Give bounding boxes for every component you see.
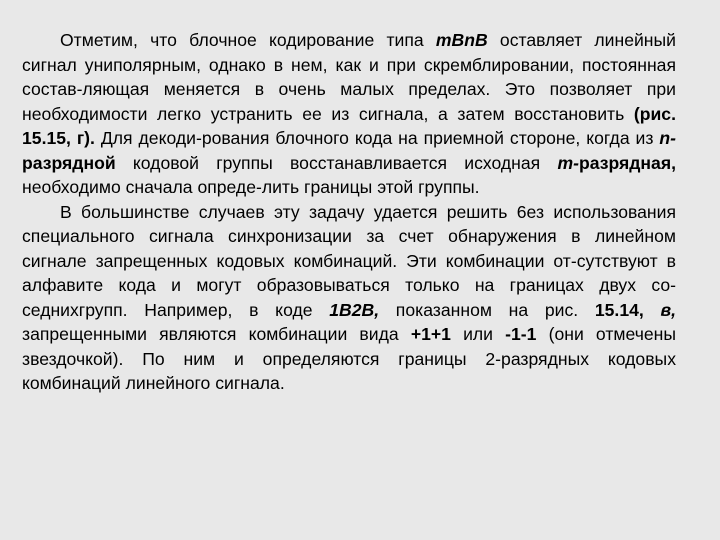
bold-term: разрядной [22, 152, 116, 173]
text-run: В большинстве случаев эту задачу удается решить 6ез использования специального сигнала синхронизации за счет обнаружения в линейном сигнале запрещенных кодовых комбинаций. Эти комбинации от-сутствуют в алфавите кода и могут образовываться только на границах двух со-седнихгрупп. Например, в коде [22, 201, 676, 320]
text-run: Для декоди-рования блочного кода на приемной стороне, когда из [94, 128, 660, 148]
variable-n: n- [659, 128, 676, 148]
text-run: оставляет линейный сигнал униполярным, однако в нем, как и при скремблировании, постоянная состав-ляющая меняется в очень малых пределах. Это позволяет при необходимости легко устранить ее из сигнала, а затем восстановить [22, 30, 676, 124]
figure-reference: 15.14, [594, 299, 644, 320]
paragraph-2 [22, 200, 676, 396]
combination-minus: -1-1 [505, 324, 537, 344]
text-run: кодовой группы восстанавливается исходная [115, 152, 558, 173]
code-term-mbnb: mBnB [435, 30, 488, 50]
text-run: Отметим, что блочное кодирование типа [60, 30, 436, 50]
code-term-1b2b: 1B2B, [329, 299, 380, 320]
text-run: запрещенными являются комбинации вида [22, 324, 411, 344]
figure-reference: (рис. 15.15, г). [22, 103, 676, 148]
text-run: (они отмечены звездочкой). По ним и определяются границы 2-разрядных кодовых комбинаций линейного сигнала. [22, 324, 677, 393]
text-run: необходимо сначала опреде-лить границы этой группы. [22, 177, 480, 197]
text-run: или [450, 324, 506, 344]
paragraph-1 [22, 28, 676, 200]
bold-term: разрядная, [578, 152, 676, 173]
text-run [644, 300, 661, 320]
figure-subpart: в, [660, 299, 676, 320]
text-run: показанном на рис. [379, 299, 595, 320]
combination-plus: +1+1 [410, 324, 451, 344]
body-text [22, 28, 676, 396]
variable-m: m- [557, 152, 579, 173]
